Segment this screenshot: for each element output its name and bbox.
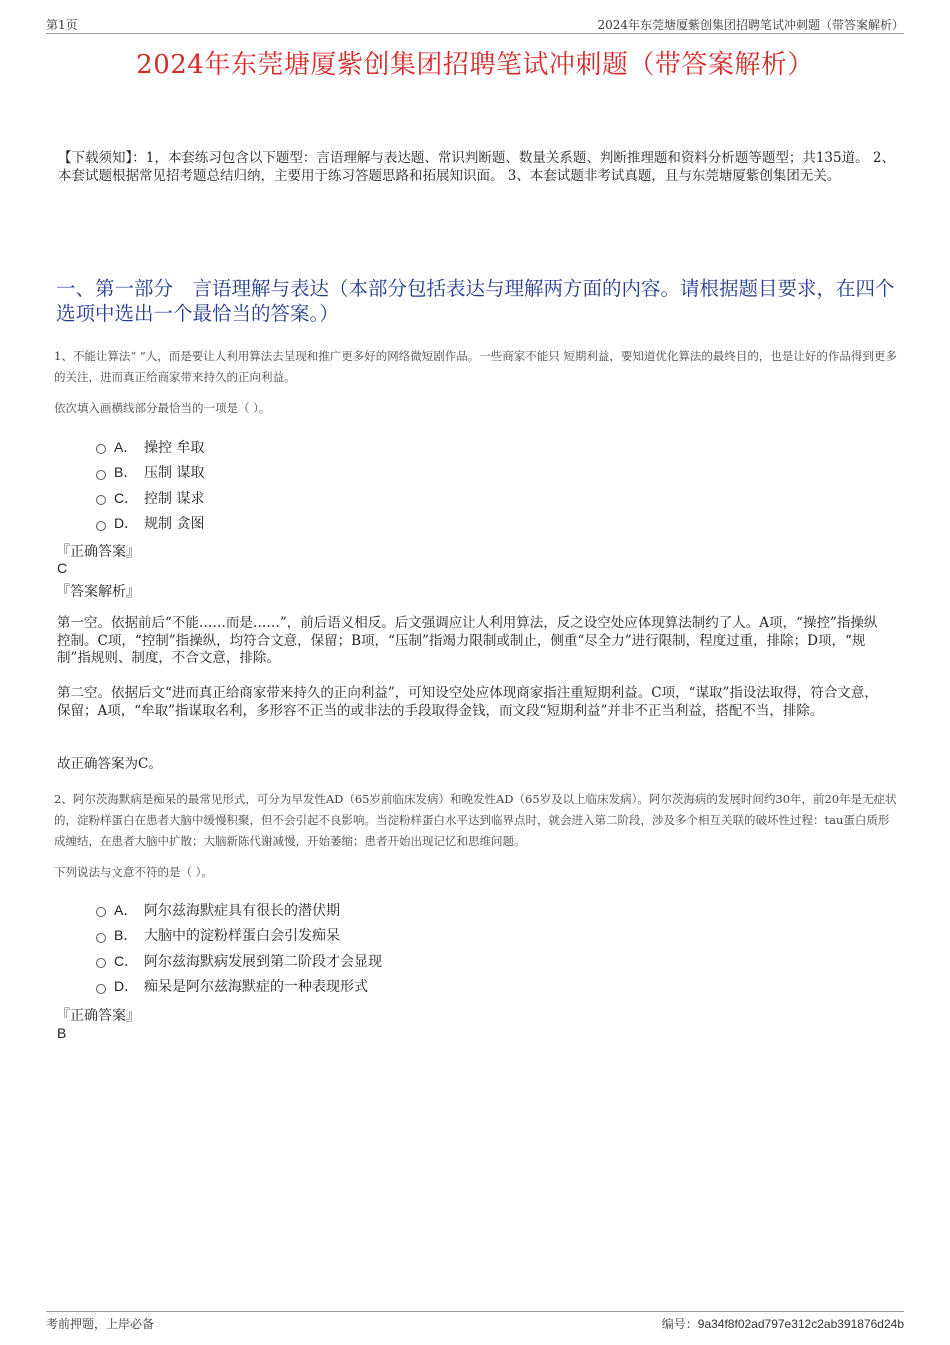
- radio-icon[interactable]: [96, 958, 106, 968]
- footer-code: [662, 1315, 904, 1332]
- question-1-stem: 1、不能让算法“ ”人，而是要让人利用算法去呈现和推广更多好的网络微短剧作品。一些商家不能只 短期利益，要知道优化算法的最终目的，也是让好的作品得到更多的关注，进而真正给商家带来持久的正向利益。: [54, 349, 897, 384]
- radio-icon[interactable]: [96, 984, 106, 994]
- answer-label: 『正确答案』: [56, 1008, 140, 1024]
- footer-code-value: 9a34f8f02ad797e312c2ab391876d24b: [697, 1317, 904, 1331]
- option-b[interactable]: B． 压制 谋取: [96, 460, 204, 486]
- section-title: 一、第一部分 言语理解与表达（本部分包括表达与理解两方面的内容。请根据题目要求，在四个选项中选出一个最恰当的答案。）: [56, 277, 895, 325]
- analysis-label: 『答案解析』: [56, 584, 140, 600]
- analysis-conclusion: 故正确答案为C。: [57, 756, 162, 772]
- option-b[interactable]: B． 大脑中的淀粉样蛋白会引发痴呆: [96, 923, 382, 949]
- answer-label: 『正确答案』: [56, 544, 140, 560]
- page-header: [46, 14, 904, 34]
- radio-icon[interactable]: [96, 470, 106, 480]
- option-a[interactable]: A． 操控 牟取: [96, 434, 204, 460]
- download-notice: 【下载须知】：1，本套练习包含以下题型：言语理解与表达题、常识判断题、数量关系题、判断推理题和资料分析题等题型；共135道。 2、本套试题根据常见招考题总结归纳，主要用于练习答题思路和拓展知识面。 3、本套试题非考试真题，且与东莞塘厦紫创集团无关。: [58, 150, 895, 184]
- analysis-paragraph: 第一空。依据前后“不能……而是……”，前后语义相反。后文强调应让人利用算法，反之设空处应体现算法制约了人。A项，“操控”指操纵控制。C项，“控制”指操纵，均符合文意，保留；B项，“压制”指竭力限制或制止，侧重“尽全力”进行限制，程度过重，排除；D项，“规制”指规则、制度，不合文意，排除。: [57, 615, 878, 666]
- header-doc-title: 2024年东莞塘厦紫创集团招聘笔试冲刺题（带答案解析）: [597, 18, 904, 32]
- analysis-paragraph: 第二空。依据后文“进而真正给商家带来持久的正向利益”，可知设空处应体现商家指注重短期利益。C项，“谋取”指设法取得，符合文意，保留；A项，“牟取”指谋取名利，多形容不正当的或非法的手段取得金钱，而文段“短期利益”并非不正当利益，搭配不当，排除。: [57, 685, 878, 719]
- footer-code-label: 编号：: [661, 1317, 698, 1331]
- question-2-options: [96, 897, 382, 999]
- radio-icon[interactable]: [96, 521, 106, 531]
- radio-icon[interactable]: [96, 444, 106, 454]
- question-2-prompt: 下列说法与文意不符的是（ ）。: [54, 865, 213, 879]
- footer-slogan: 考前押题，上岸必备: [46, 1317, 155, 1331]
- option-d[interactable]: D． 规制 贪图: [96, 511, 204, 537]
- page-footer: [46, 1311, 904, 1335]
- radio-icon[interactable]: [96, 933, 106, 943]
- page-number: 第1页: [46, 18, 78, 32]
- answer-value: B: [57, 1025, 67, 1041]
- question-1-prompt: 依次填入画横线部分最恰当的一项是（ ）。: [54, 401, 271, 415]
- question-2-stem: 2、阿尔茨海默病是痴呆的最常见形式，可分为早发性AD（65岁前临床发病）和晚发性AD（65岁及以上临床发病）。阿尔茨海病的发展时间约30年，前20年是无症状的，淀粉样蛋白在患者大脑中缓慢积聚，但不会引起不良影响。当淀粉样蛋白水平达到临界点时，就会进入第二阶段，涉及多个相互关联的破坏性过程：tau蛋白质形成缠结，在患者大脑中扩散；大脑新陈代谢减慢，开始萎缩；患者开始出现记忆和思维问题。: [54, 792, 897, 848]
- option-a[interactable]: A． 阿尔兹海默症具有很长的潜伏期: [96, 897, 382, 923]
- radio-icon[interactable]: [96, 495, 106, 505]
- option-c[interactable]: C． 控制 谋求: [96, 485, 204, 511]
- document-title: 2024年东莞塘厦紫创集团招聘笔试冲刺题（带答案解析）: [136, 50, 814, 80]
- question-1-options: [96, 434, 204, 536]
- option-c[interactable]: C． 阿尔兹海默病发展到第二阶段才会显现: [96, 948, 382, 974]
- answer-value: C: [57, 560, 68, 576]
- radio-icon[interactable]: [96, 907, 106, 917]
- option-d[interactable]: D． 痴呆是阿尔兹海默症的一种表现形式: [96, 974, 382, 1000]
